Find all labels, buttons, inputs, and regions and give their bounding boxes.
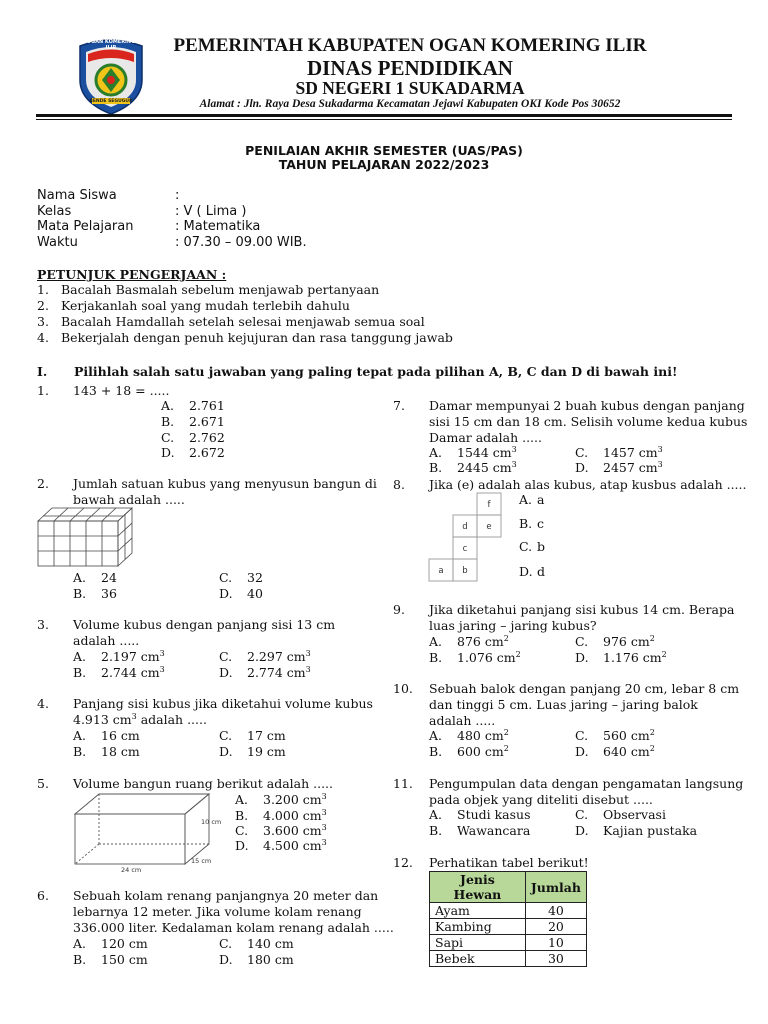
instructions-heading: PETUNJUK PENGERJAAN : xyxy=(37,267,227,282)
table-row: Sapi 10 xyxy=(430,935,587,951)
identity-label: Nama Siswa xyxy=(37,188,117,203)
question-8: 8. Jika (e) adalah alas kubus, atap kusbus adalah ..... f d e c a b A. a B. c C. b D. d xyxy=(393,477,743,581)
question-7: 7. Damar mempunyai 2 buah kubus dengan panjang sisi 15 cm dan 18 cm. Selisih volume kedua kubus Damar adalah ..... A. 1544 $cm^3$ B. 2445 $cm^3$ C. 1457 $cm^3$ D. 2457 $cm^3$ xyxy=(393,398,748,475)
header-divider xyxy=(36,114,732,117)
cuboid-figure xyxy=(73,790,223,876)
question-1: 1. 143 + 18 = ..... A. 2.761 B. 2.671 C. 2.762 D. 2.672 xyxy=(37,383,225,460)
net-face-e: e xyxy=(486,522,492,532)
question-3: 3. Volume kubus dengan panjang sisi 13 cm adalah ..... A. 2.197 $cm^3$ B. 2.744 $cm^3$ C. 2.297 $cm^3$ D. 2.774 $cm^3$ xyxy=(37,617,336,680)
logo-text-bottom: BENDE SEGUGUK xyxy=(89,99,133,104)
cube-net-figure xyxy=(423,491,513,583)
cube-stack-figure xyxy=(37,506,133,568)
dimension-width: 15 cm xyxy=(191,857,212,865)
dimension-length: 24 cm xyxy=(121,866,142,874)
department-heading: DINAS PENDIDIKAN xyxy=(307,56,513,80)
instruction-item: Kerjakanlah soal yang mudah terlebih dahulu xyxy=(61,298,350,313)
question-4: 4. Panjang sisi kubus jika diketahui volume kubus 4.913 $cm^3$ adalah ..... A. 16 cm B. 18 cm C. 17 cm D. 19 cm xyxy=(37,696,373,759)
table-header: Jenis Hewan xyxy=(430,872,526,903)
identity-value: : xyxy=(175,188,180,203)
animal-count-table xyxy=(429,871,587,967)
instruction-item: Bacalah Basmalah sebelum menjawab pertanyaan xyxy=(61,282,380,297)
table-row: Kambing 20 xyxy=(430,919,587,935)
question-2: 2. Jumlah satuan kubus yang menyusun bangun di bawah adalah ..... A. 24 B. 36 C. 32 D. 40 xyxy=(37,476,377,601)
net-face-f: f xyxy=(487,500,491,510)
identity-value: : Matematika xyxy=(175,219,261,234)
table-header-row xyxy=(430,872,587,903)
government-heading: PEMERINTAH KABUPATEN OGAN KOMERING ILIR xyxy=(173,35,647,56)
exam-title: PENILAIAN AKHIR SEMESTER (UAS/PAS) xyxy=(245,143,523,158)
net-face-b: b xyxy=(462,566,468,576)
question-text: 143 + 18 = ..... xyxy=(73,383,170,398)
identity-value: : V ( Lima ) xyxy=(175,203,247,219)
school-heading: SD NEGERI 1 SUKADARMA xyxy=(295,78,525,98)
dimension-height: 10 cm xyxy=(201,818,222,826)
exam-year: TAHUN PELAJARAN 2022/2023 xyxy=(278,157,490,172)
instructions-list: 1. Bacalah Basmalah sebelum menjawab pertanyaan 2. Kerjakanlah soal yang mudah terlebih dahulu 3. Bacalah Hamdallah setelah selesai menjawab semua soal 4. Bekerjalah dengan penuh kejujuran dan rasa tanggung jawab xyxy=(37,282,453,345)
net-face-d: d xyxy=(462,522,468,532)
table-row: Bebek 30 xyxy=(430,951,587,967)
section-heading: I. Pilihlah salah satu jawaban yang paling tepat pada pilihan A, B, C dan D di bawah ini! xyxy=(37,364,678,379)
question-5: 5. Volume bangun ruang berikut adalah ..... 10 cm 24 cm 15 cm A. 3.200 $cm^3$ B. 4.000 $cm^3$ C. 3.600 $cm^3$ D. 4.500 $cm^3$ xyxy=(37,776,334,874)
question-10: 10. Sebuah balok dengan panjang 20 cm, lebar 8 cm dan tinggi 5 cm. Luas jaring – jaring balok adalah ..... A. 480 $cm^2$ B. 600 $cm^2$ C. 560 $cm^2$ D. 640 $cm^2$ xyxy=(393,681,740,759)
table-header: Jumlah xyxy=(525,872,586,903)
student-identity xyxy=(37,188,307,250)
school-address: Alamat : Jln. Raya Desa Sukadarma Kecamatan Jejawi Kabupaten OKI Kode Pos 30652 xyxy=(199,98,621,110)
logo-text-top: OGAN KOMERING ILIR xyxy=(86,39,136,51)
identity-value: : 07.30 – 09.00 WIB. xyxy=(175,234,307,250)
identity-label: Waktu xyxy=(37,234,78,250)
question-11: 11. Pengumpulan data dengan pengamatan langsung pada objek yang diteliti disebut ..... A. Studi kasus B. Wawancara C. Observasi D. Kajian pustaka xyxy=(393,776,744,838)
instruction-item: Bacalah Hamdallah setelah selesai menjawab semua soal xyxy=(61,314,425,329)
question-12: 12. Perhatikan tabel berikut! Jenis Hewan Jumlah Ayam 40 Kambing 20 Sapi 10 Bebek 30 xyxy=(393,855,589,966)
identity-label: Kelas xyxy=(37,203,72,219)
question-9: 9. Jika diketahui panjang sisi kubus 14 cm. Berapa luas jaring – jaring kubus? A. 876 $cm^2$ B. 1.076 $cm^2$ C. 976 $cm^2$ D. 1.176 $cm^2$ xyxy=(393,602,735,665)
net-face-c: c xyxy=(462,544,468,554)
table-row: Ayam 40 xyxy=(430,903,587,919)
header-divider-thin xyxy=(36,119,732,120)
identity-label: Mata Pelajaran xyxy=(37,219,134,234)
question-6: 6. Sebuah kolam renang panjangnya 20 meter dan lebarnya 12 meter. Jika volume kolam renang 336.000 liter. Kedalaman kolam renang adalah ..... A. 120 cm B. 150 cm C. 140 cm D. 180 cm xyxy=(37,888,394,967)
instruction-item: Bekerjalah dengan penuh kejujuran dan rasa tanggung jawab xyxy=(61,330,453,345)
net-face-a: a xyxy=(438,566,444,576)
